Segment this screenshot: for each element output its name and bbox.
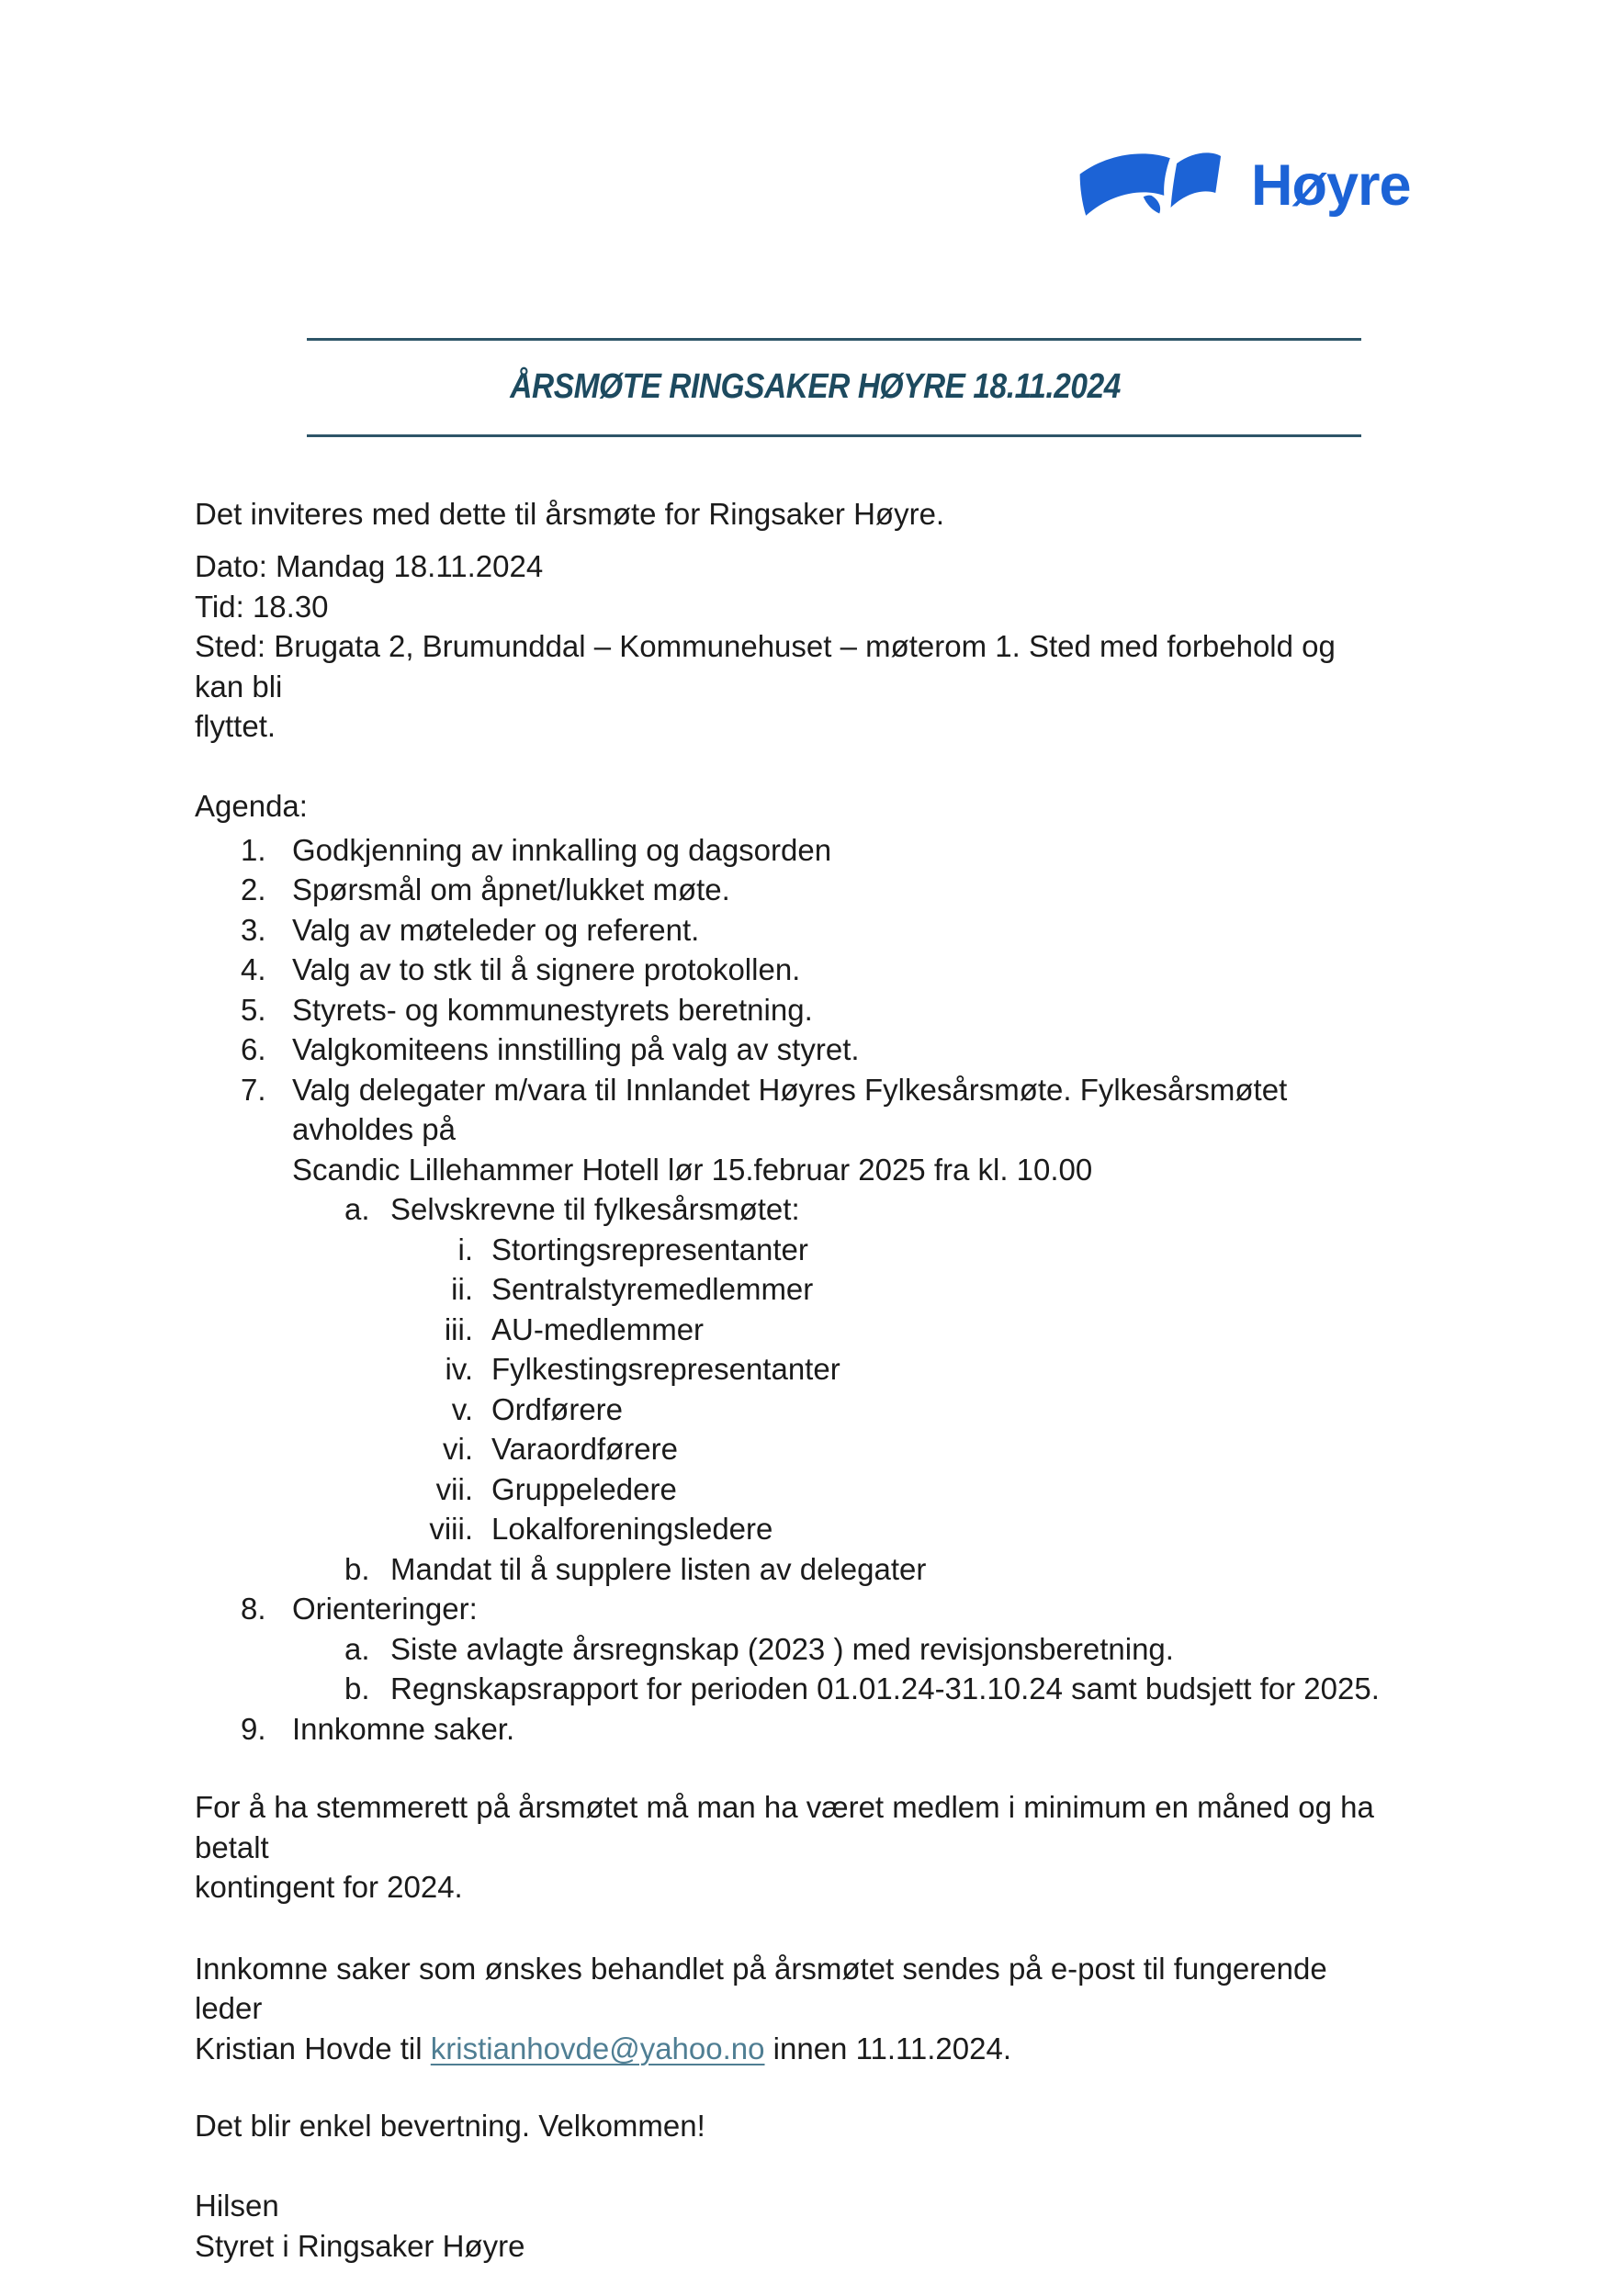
agenda-item-marker: 1.: [241, 832, 266, 867]
agenda-item-marker: viii.: [429, 1512, 473, 1546]
intro-paragraph: Det inviteres med dette til årsmøte for Ringsaker Høyre.: [195, 497, 945, 531]
submit-note: [195, 1949, 1389, 2069]
agenda-item-text: Valg av to stk til å signere protokollen.: [292, 952, 801, 986]
agenda-item-text: Sentralstyremedlemmer: [491, 1272, 814, 1306]
agenda-subsubitem: [195, 1390, 1389, 1430]
agenda-item-text: Spørsmål om åpnet/lukket møte.: [292, 872, 730, 906]
agenda-item-marker: b.: [344, 1551, 370, 1586]
email-link[interactable]: kristianhovde@yahoo.no: [430, 2031, 765, 2065]
agenda-item-text: Mandat til å supplere listen av delegater: [390, 1551, 927, 1586]
hoyre-logo: [1077, 147, 1411, 224]
agenda-item: [195, 1030, 1389, 1070]
submit-note-line2: [195, 2029, 1389, 2069]
voting-note: [195, 1787, 1389, 1908]
agenda-item-marker: b.: [344, 1671, 370, 1705]
agenda-item-text-line2: Scandic Lillehammer Hotell lør 15.februar 2025 fra kl. 10.00: [292, 1152, 1093, 1187]
page-title: ÅRSMØTE RINGSAKER HØYRE 18.11.2024: [510, 367, 1122, 407]
agenda-heading: Agenda:: [195, 789, 308, 823]
agenda-item-marker: 9.: [241, 1711, 266, 1746]
agenda-item-marker: vi.: [443, 1432, 473, 1466]
meeting-place-line1: Sted: Brugata 2, Brumunddal – Kommunehuset – møterom 1. Sted med forbehold og kan bli: [195, 629, 1336, 703]
agenda-list: [195, 830, 1389, 1750]
agenda-item: [195, 1070, 1389, 1190]
agenda-subitem: [195, 1629, 1389, 1670]
agenda-item-marker: a.: [344, 1631, 370, 1666]
agenda-item-marker: v.: [451, 1391, 473, 1426]
agenda-item-marker: 7.: [241, 1072, 266, 1107]
agenda-item-text: Valgkomiteens innstilling på valg av styret.: [292, 1032, 860, 1066]
title-block: [307, 338, 1361, 437]
meeting-date: Dato: Mandag 18.11.2024: [195, 549, 544, 583]
agenda-item-text: Selvskrevne til fylkesårsmøtet:: [390, 1192, 800, 1226]
closing-paragraph: Det blir enkel bevertning. Velkommen!: [195, 2109, 705, 2143]
agenda-item-marker: 5.: [241, 992, 266, 1027]
agenda-subitem: [195, 1669, 1389, 1709]
agenda-item-text: Siste avlagte årsregnskap (2023 ) med revisjonsberetning.: [390, 1631, 1174, 1666]
document-content: [195, 494, 1389, 2266]
hoyre-brand-text: Høyre: [1251, 152, 1411, 218]
agenda-item-text: Styrets- og kommunestyrets beretning.: [292, 992, 813, 1027]
agenda-item-marker: ii.: [451, 1272, 473, 1306]
agenda-item-marker: iv.: [445, 1352, 473, 1386]
agenda-item-marker: a.: [344, 1192, 370, 1226]
agenda-item: [195, 1709, 1389, 1750]
agenda-item-text: Godkjenning av innkalling og dagsorden: [292, 832, 832, 867]
agenda-item-text: Regnskapsrapport for perioden 01.01.24-31.10.24 samt budsjett for 2025.: [390, 1671, 1380, 1705]
agenda-item: [195, 830, 1389, 871]
meeting-details: [195, 546, 1389, 747]
hoyre-flag-icon: [1077, 147, 1224, 224]
agenda-item-text: [292, 1070, 1389, 1190]
agenda-item-marker: 3.: [241, 912, 266, 947]
agenda-item-marker: i.: [457, 1232, 473, 1266]
agenda-item-text: Lokalforeningsledere: [491, 1512, 773, 1546]
agenda-item-marker: 4.: [241, 952, 266, 986]
voting-note-line1: For å ha stemmerett på årsmøtet må man ha været medlem i minimum en måned og ha betalt: [195, 1790, 1374, 1864]
agenda-item-text: Orienteringer:: [292, 1592, 478, 1626]
agenda-subsubitem: [195, 1230, 1389, 1270]
agenda-item-text: Valg av møteleder og referent.: [292, 912, 700, 947]
signoff-greeting: Hilsen: [195, 2189, 279, 2223]
agenda-item-marker: vii.: [435, 1471, 473, 1506]
agenda-item-text: Fylkestingsrepresentanter: [491, 1352, 840, 1386]
submit-note-line2-prefix: Kristian Hovde til: [195, 2031, 431, 2065]
agenda-item-text: Varaordførere: [491, 1432, 678, 1466]
agenda-item-text: Ordførere: [491, 1391, 624, 1426]
agenda-item-text: Gruppeledere: [491, 1471, 677, 1506]
agenda-subsubitem: [195, 1349, 1389, 1390]
submit-note-line2-suffix: innen 11.11.2024.: [764, 2031, 1012, 2065]
agenda-item: [195, 950, 1389, 990]
agenda-item: [195, 910, 1389, 951]
agenda-item-text: Innkomne saker.: [292, 1711, 515, 1746]
agenda-item-text-line1: Valg delegater m/vara til Innlandet Høyres Fylkesårsmøte. Fylkesårsmøtet avholdes på: [292, 1072, 1288, 1146]
agenda-subsubitem: [195, 1509, 1389, 1549]
agenda-subsubitem: [195, 1469, 1389, 1510]
meeting-time: Tid: 18.30: [195, 589, 329, 624]
agenda-item-marker: 6.: [241, 1032, 266, 1066]
agenda-subitem: [195, 1189, 1389, 1230]
agenda-item: [195, 990, 1389, 1030]
voting-note-line2: kontingent for 2024.: [195, 1870, 463, 1904]
agenda-item-marker: 8.: [241, 1592, 266, 1626]
agenda-item-text: AU-medlemmer: [491, 1311, 705, 1346]
agenda-subsubitem: [195, 1310, 1389, 1350]
agenda-subsubitem: [195, 1269, 1389, 1310]
signoff: [195, 2186, 1389, 2266]
agenda-subitem: [195, 1549, 1389, 1590]
signoff-sender: Styret i Ringsaker Høyre: [195, 2228, 525, 2263]
agenda-subsubitem: [195, 1429, 1389, 1469]
submit-note-line1: Innkomne saker som ønskes behandlet på årsmøtet sendes på e-post til fungerende leder: [195, 1951, 1327, 2025]
agenda-item-marker: 2.: [241, 872, 266, 906]
agenda-item-text: Stortingsrepresentanter: [491, 1232, 808, 1266]
meeting-place-line2: flyttet.: [195, 709, 276, 743]
agenda-item: [195, 1589, 1389, 1629]
agenda-item-marker: iii.: [444, 1311, 473, 1346]
agenda-item: [195, 870, 1389, 910]
